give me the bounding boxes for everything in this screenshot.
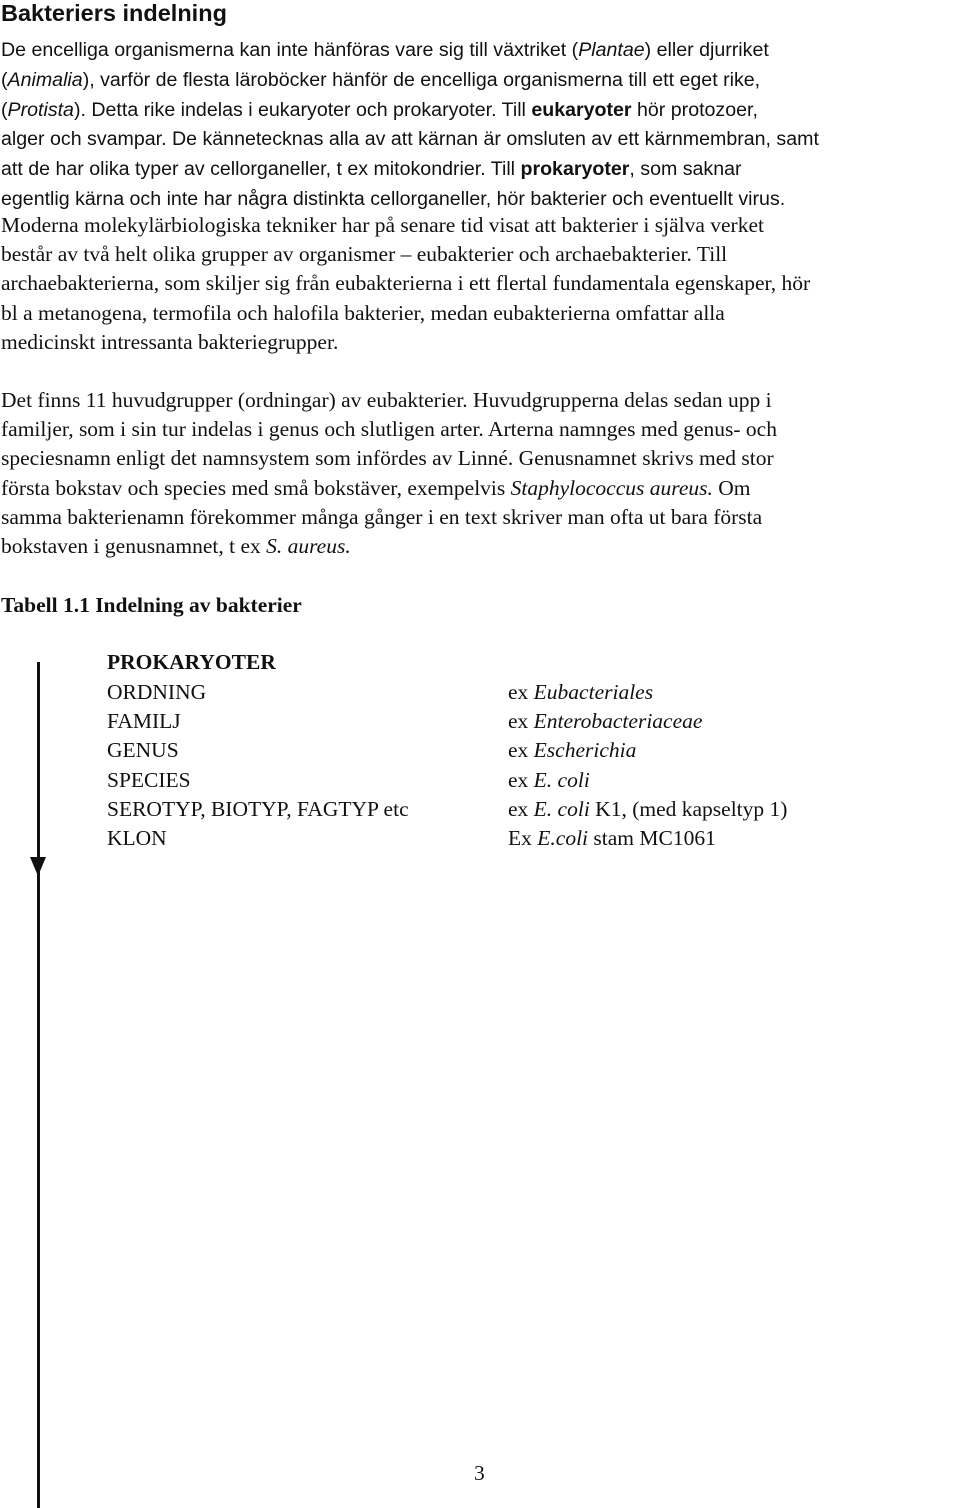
text-line: alger och svampar. De kännetecknas alla av att kärnan är omsluten av ett kärnmembran, samt	[1, 128, 819, 151]
text-line	[1, 155, 958, 185]
hierarchy-arrow-line	[37, 662, 40, 1508]
latin-term: Eubacteriales	[533, 680, 654, 704]
rank-example	[508, 795, 787, 824]
latin-term: E. coli	[533, 768, 590, 792]
intro-paragraph	[1, 36, 958, 215]
text-run: stam MC1061	[588, 826, 716, 850]
text-line: samma bakterienamn förekommer många gånger i en text skriver man ofta ut bara första	[1, 504, 763, 529]
latin-term: Animalia	[7, 68, 83, 91]
rank-example	[508, 736, 636, 765]
text-line: medicinskt intressanta bakteriegrupper.	[1, 329, 339, 354]
rank-label: GENUS	[107, 738, 179, 762]
text-line: bl a metanogena, termofila och halofila bakterier, medan eubakterierna omfattar alla	[1, 300, 725, 325]
text-run: ex	[508, 797, 534, 821]
text-line: archaebakterierna, som skiljer sig från eubakterierna i ett flertal fundamentala egenskaper, hör	[1, 271, 811, 296]
text-run: (	[1, 98, 8, 121]
text-run: att de har olika typer av cellorganeller, t ex mitokondrier. Till	[1, 158, 521, 181]
bold-term: prokaryoter	[520, 158, 630, 181]
text-run: ex	[508, 680, 534, 704]
latin-term: Enterobacteriaceae	[533, 709, 703, 733]
latin-term: Plantae	[578, 39, 645, 61]
naming-paragraph	[1, 386, 958, 561]
text-line	[1, 474, 958, 503]
text-line: Moderna molekylärbiologiska tekniker har på senare tid visat att bakterier i själva verket	[1, 213, 764, 237]
text-run: första bokstav och species med små bokstäver, exempelvis	[1, 475, 511, 500]
rank-example	[508, 766, 590, 795]
latin-term: Escherichia	[533, 738, 637, 762]
text-line: egentlig kärna och inte har några distinkta cellorganeller, hör bakterier och eventuellt virus.	[1, 187, 786, 210]
text-line	[1, 532, 958, 561]
rank-label: SPECIES	[107, 768, 191, 792]
text-run: (	[1, 68, 8, 91]
molecular-paragraph	[1, 211, 958, 357]
rank-label: FAMILJ	[107, 709, 181, 733]
page-heading: Bakteriers indelning	[1, 0, 227, 26]
rank-example	[508, 707, 702, 736]
hierarchy-title: PROKARYOTER	[107, 650, 276, 674]
page-number: 3	[474, 1461, 485, 1485]
text-run: ) eller djurriket	[644, 39, 769, 61]
text-line	[1, 66, 958, 96]
text-run: ex	[508, 709, 534, 733]
text-run: Ex	[508, 826, 538, 850]
rank-label: SEROTYP, BIOTYP, FAGTYP etc	[107, 797, 409, 821]
text-line: Det finns 11 huvudgrupper (ordningar) av eubakterier. Huvudgrupperna delas sedan upp i	[1, 388, 772, 412]
text-run: De encelliga organismerna kan inte hänföras vare sig till växtriket (	[1, 39, 579, 61]
text-run: K1, (med kapseltyp 1)	[589, 797, 788, 821]
text-line: består av två helt olika grupper av organismer – eubakterier och archaebakterier. Till	[1, 242, 728, 267]
text-line: familjer, som i sin tur indelas i genus och slutligen arter. Arterna namnges med genus- och	[1, 417, 777, 442]
text-line: speciesnamn enligt det namnsystem som infördes av Linné. Genusnamnet skrivs med stor	[1, 446, 774, 471]
rank-example	[508, 824, 716, 853]
latin-term: Protista	[7, 98, 74, 121]
bold-term: eukaryoter	[531, 98, 632, 121]
latin-term: E.coli	[537, 826, 589, 850]
latin-term: E. coli	[533, 797, 590, 821]
latin-term: Staphylococcus aureus.	[510, 475, 713, 500]
arrow-down-icon	[30, 857, 46, 876]
text-run: ), varför de flesta läroböcker hänför de encelliga organismerna till ett eget rike,	[82, 68, 761, 91]
text-run: bokstaven i genusnamnet, t ex	[1, 534, 267, 559]
latin-term: S. aureus.	[266, 534, 351, 559]
rank-example	[508, 678, 653, 707]
text-run: ex	[508, 738, 534, 762]
table-caption: Tabell 1.1 Indelning av bakterier	[1, 593, 302, 617]
rank-label: KLON	[107, 826, 167, 850]
text-run: Om	[712, 475, 751, 500]
text-run: ). Detta rike indelas i eukaryoter och prokaryoter. Till	[73, 98, 532, 121]
text-run: ex	[508, 768, 534, 792]
text-run: , som saknar	[629, 158, 742, 181]
rank-label: ORDNING	[107, 680, 207, 704]
text-line	[1, 36, 958, 66]
text-line	[1, 96, 958, 126]
text-run: hör protozoer,	[631, 98, 758, 121]
